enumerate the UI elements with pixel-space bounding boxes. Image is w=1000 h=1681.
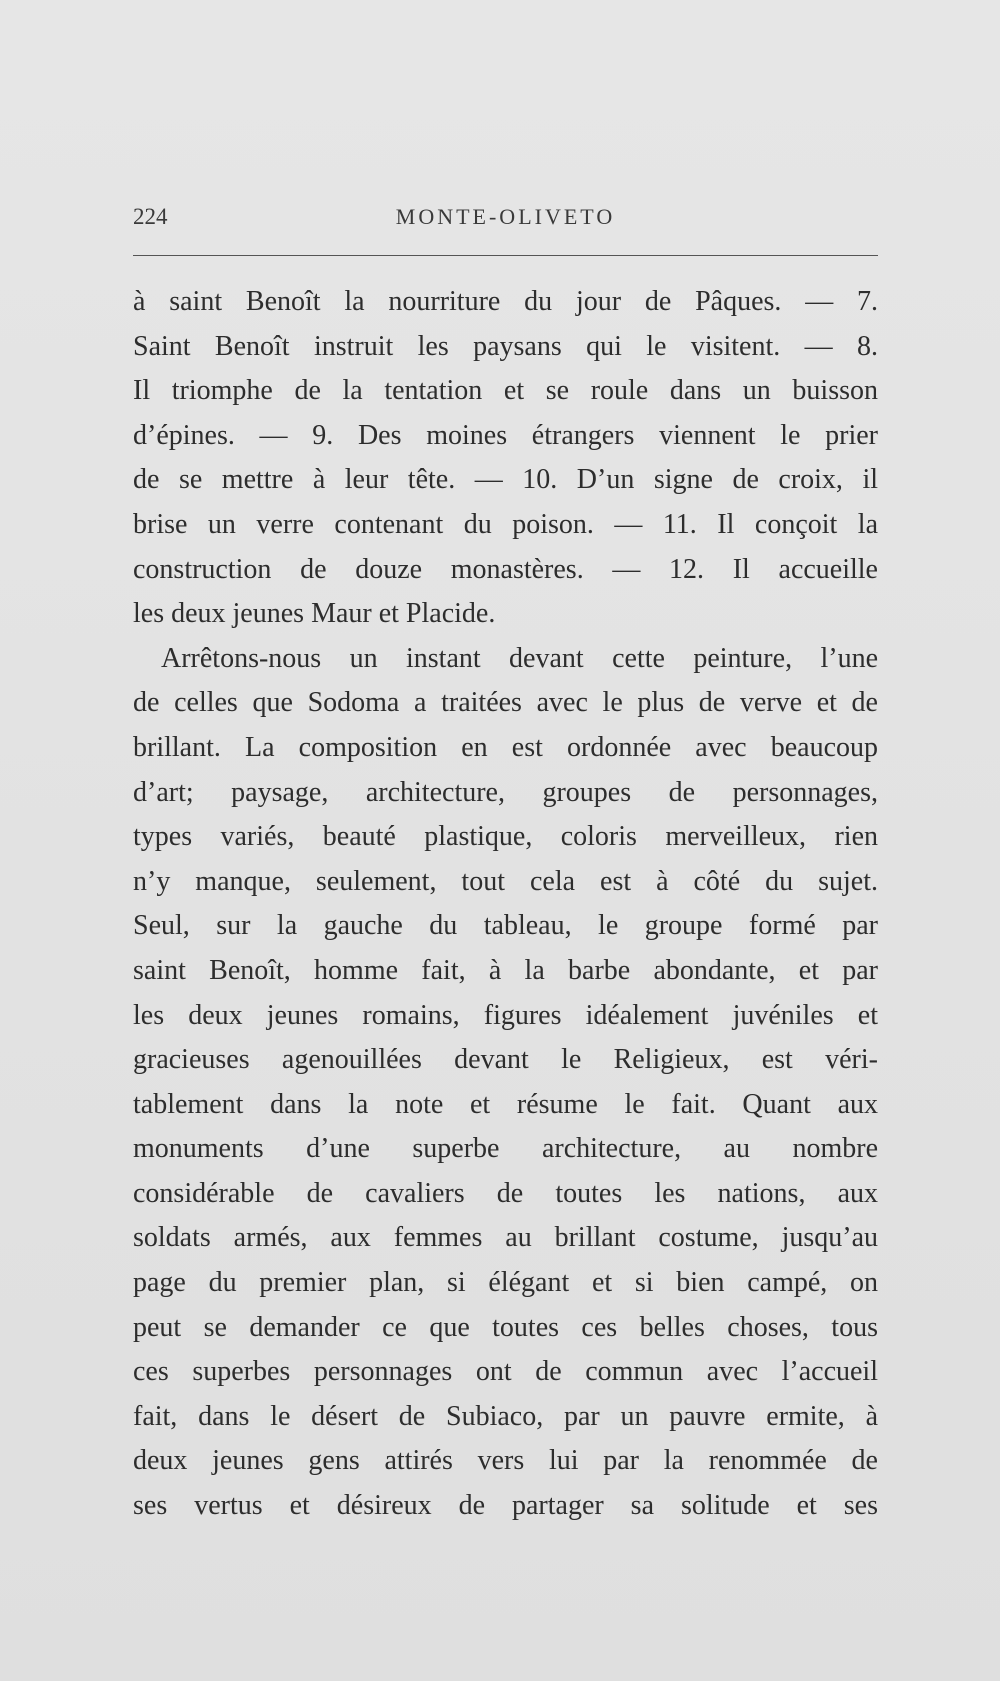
text-line: ses vertus et désireux de partager sa solitude et ses	[133, 1490, 878, 1522]
text-line: brise un verre contenant du poison. — 11. Il conçoit la	[133, 508, 878, 540]
text-line: monuments d’une superbe architecture, au nombre	[133, 1133, 878, 1165]
text-line: Saint Benoît instruit les paysans qui le visitent. — 8.	[133, 330, 878, 362]
text-line: deux jeunes gens attirés vers lui par la renommée de	[133, 1445, 878, 1477]
page-header	[133, 202, 878, 232]
text-line: d’épines. — 9. Des moines étrangers viennent le prier	[133, 419, 878, 451]
text-line: types variés, beauté plastique, coloris merveilleux, rien	[133, 821, 878, 853]
text-line: d’art; paysage, architecture, groupes de personnages,	[133, 776, 878, 808]
text-line: Seul, sur la gauche du tableau, le groupe formé par	[133, 910, 878, 942]
text-line: de celles que Sodoma a traitées avec le plus de verve et de	[133, 687, 878, 719]
text-line: peut se demander ce que toutes ces belles choses, tous	[133, 1311, 878, 1343]
text-line: considérable de cavaliers de toutes les nations, aux	[133, 1177, 878, 1209]
text-line: Il triomphe de la tentation et se roule dans un buisson	[133, 375, 878, 407]
text-line: n’y manque, seulement, tout cela est à côté du sujet.	[133, 865, 878, 897]
text-line: tablement dans la note et résume le fait. Quant aux	[133, 1088, 878, 1120]
text-line: les deux jeunes romains, figures idéalement juvéniles et	[133, 999, 878, 1031]
header-rule	[133, 255, 878, 256]
text-line: construction de douze monastères. — 12. Il accueille	[133, 553, 878, 585]
page-number: 224	[133, 204, 168, 229]
text-line: ces superbes personnages ont de commun avec l’accueil	[133, 1356, 878, 1388]
text-line: page du premier plan, si élégant et si bien campé, on	[133, 1267, 878, 1299]
text-line: saint Benoît, homme fait, à la barbe abondante, et par	[133, 954, 878, 986]
body-text	[133, 280, 878, 1529]
text-line: gracieuses agenouillées devant le Religieux, est véri-	[133, 1044, 878, 1076]
text-line: à saint Benoît la nourriture du jour de Pâques. — 7.	[133, 286, 878, 317]
running-title: MONTE-OLIVETO	[395, 204, 616, 229]
text-line: fait, dans le désert de Subiaco, par un pauvre ermite, à	[133, 1400, 878, 1432]
text-line: de se mettre à leur tête. — 10. D’un signe de croix, il	[133, 464, 878, 496]
text-line: les deux jeunes Maur et Placide.	[133, 598, 496, 630]
paragraph-start-line: Arrêtons-nous un instant devant cette peinture, l’une	[161, 642, 878, 674]
text-line: brillant. La composition en est ordonnée avec beaucoup	[133, 731, 878, 763]
text-line: soldats armés, aux femmes au brillant costume, jusqu’au	[133, 1222, 878, 1254]
